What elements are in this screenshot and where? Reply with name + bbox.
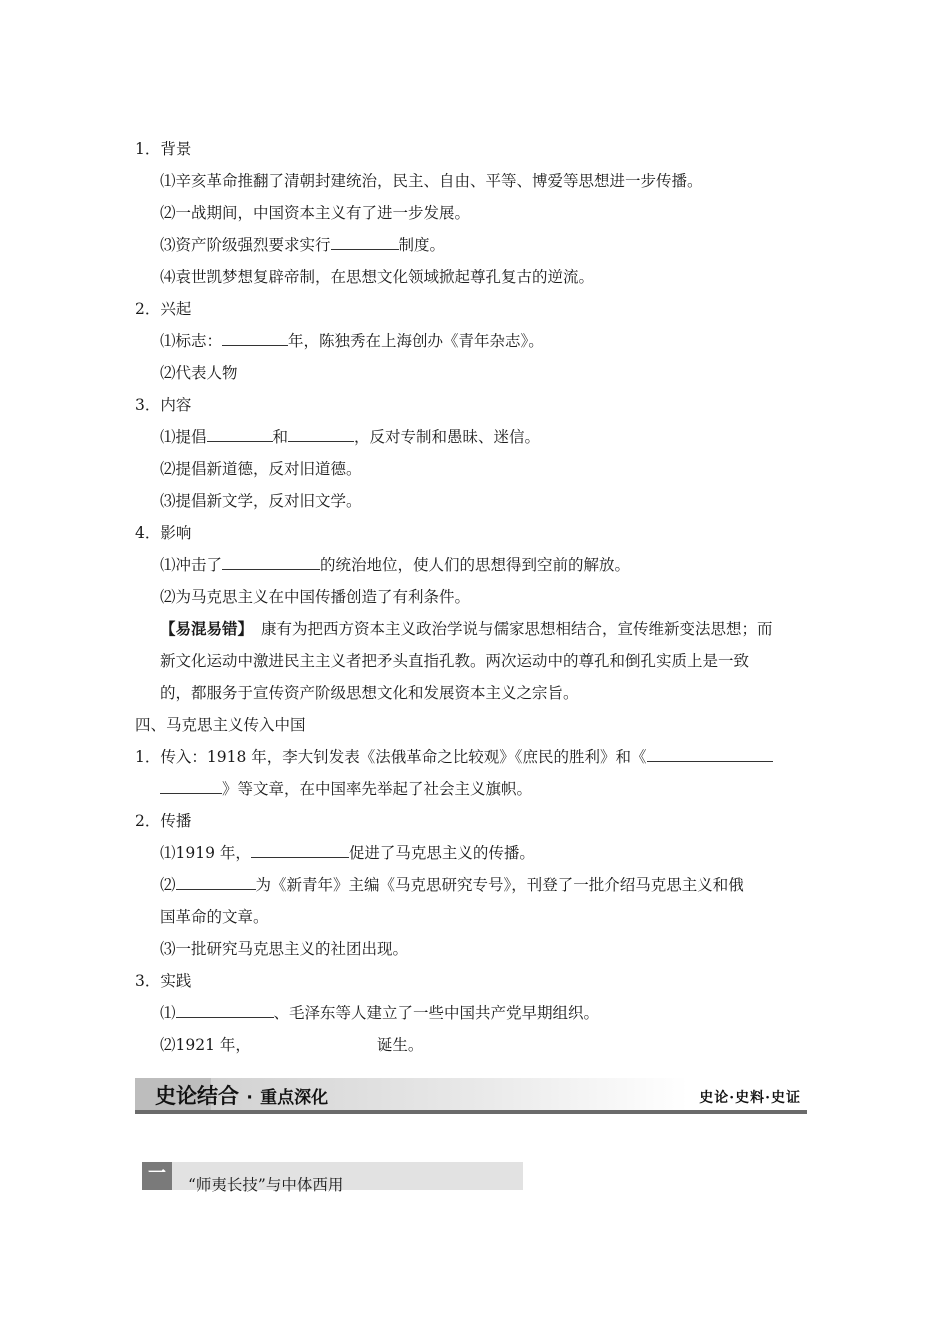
subheading-title: “师夷长技”与中体西用 <box>188 1176 344 1194</box>
fill-blank <box>331 235 399 250</box>
content-item-3: ⑶提倡新文学，反对旧文学。 <box>160 492 362 510</box>
content-item-1-text: ⑴提倡 <box>160 428 207 446</box>
note-line-3: 的，都服务于宣传资产阶级思想文化和发展资本主义之宗旨。 <box>160 684 579 702</box>
practice-item-1-tail: 、毛泽东等人建立了一些中国共产党早期组织。 <box>273 1004 600 1022</box>
content-item-1-mid: 和 <box>272 428 289 446</box>
heading-background: 1．背景 <box>135 140 192 158</box>
heading-impact: 4．影响 <box>135 524 192 542</box>
impact-item-1-text: ⑴冲击了 <box>160 556 223 574</box>
background-item-2: ⑵一战期间，中国资本主义有了进一步发展。 <box>160 204 471 222</box>
banner-subtitle: 重点深化 <box>260 1088 329 1108</box>
impact-item-1-tail: 的统治地位，使人们的思想得到空前的解放。 <box>320 556 631 574</box>
heading-section-4: 四、马克思主义传入中国 <box>135 716 306 734</box>
subheading-bar <box>142 1162 523 1194</box>
section-banner <box>135 1078 807 1118</box>
rise-item-1-text: ⑴标志： <box>160 332 223 350</box>
background-item-1: ⑴辛亥革命推翻了清朝封建统治，民主、自由、平等、博爱等思想进一步传播。 <box>160 172 703 190</box>
content-item-1 <box>160 426 540 448</box>
banner-tagline: 史论·史料·史证 <box>699 1090 801 1106</box>
rise-item-2: ⑵代表人物 <box>160 364 238 382</box>
banner-separator: · <box>246 1088 253 1108</box>
heading-practice: 3．实践 <box>135 972 192 990</box>
spread-item-3: ⑶一批研究马克思主义的社团出现。 <box>160 940 409 958</box>
spread-item-2 <box>160 874 744 896</box>
fill-blank <box>160 779 222 794</box>
background-item-4: ⑷袁世凯梦想复辟帝制，在思想文化领域掀起尊孔复古的逆流。 <box>160 268 595 286</box>
practice-item-1 <box>160 1002 599 1024</box>
note-line-1 <box>160 618 773 640</box>
intro-line-2 <box>160 778 532 800</box>
background-item-3 <box>160 234 445 256</box>
rise-item-1 <box>160 330 544 352</box>
banner-title-main: 史论结合 <box>155 1084 239 1108</box>
heading-content: 3．内容 <box>135 396 192 414</box>
fill-blank <box>647 747 773 762</box>
note-line-2: 新文化运动中激进民主主义者把矛头直指孔教。两次运动中的尊孔和倒孔实质上是一致 <box>160 652 750 670</box>
content-item-2: ⑵提倡新道德，反对旧道德。 <box>160 460 362 478</box>
content-item-1-tail: ，反对专制和愚昧、迷信。 <box>354 428 541 446</box>
heading-spread: 2．传播 <box>135 812 192 830</box>
note-text-1: 康有为把西方资本主义政治学说与儒家思想相结合，宣传维新变法思想；而 <box>261 620 773 638</box>
background-item-3-text: ⑶资产阶级强烈要求实行 <box>160 236 331 254</box>
background-item-3-tail: 制度。 <box>398 236 446 254</box>
fill-blank <box>222 331 288 346</box>
intro-tail: 》等文章，在中国率先举起了社会主义旗帜。 <box>222 780 533 798</box>
practice-item-2 <box>160 1034 423 1056</box>
impact-item-1 <box>160 554 630 576</box>
spread-item-2-text: ⑵ <box>160 876 176 894</box>
heading-rise: 2．兴起 <box>135 300 192 318</box>
practice-item-1-text: ⑴ <box>160 1004 176 1022</box>
spread-item-1 <box>160 842 535 864</box>
fill-blank <box>222 555 320 570</box>
practice-item-2-text: ⑵1921 年， <box>160 1036 251 1054</box>
spread-item-1-text: ⑴1919 年， <box>160 844 251 862</box>
spread-item-2-tail: 为《新青年》主编《马克思研究专号》，刊登了一批介绍马克思主义和俄 <box>255 876 744 894</box>
subheading-number: 一 <box>142 1162 172 1190</box>
banner-title <box>155 1082 328 1112</box>
fill-blank <box>288 427 354 442</box>
impact-item-2: ⑵为马克思主义在中国传播创造了有利条件。 <box>160 588 471 606</box>
rise-item-1-tail: 年，陈独秀在上海创办《青年杂志》。 <box>288 332 544 350</box>
spread-item-2-cont: 国革命的文章。 <box>160 908 269 926</box>
spread-item-1-tail: 促进了马克思主义的传播。 <box>348 844 535 862</box>
fill-blank <box>176 875 256 890</box>
practice-item-2-tail: 诞生。 <box>376 1036 424 1054</box>
fill-blank <box>251 843 349 858</box>
intro-text: 1．传入：1918 年，李大钊发表《法俄革命之比较观》《庶民的胜利》和《 <box>135 748 647 766</box>
intro-line-1 <box>135 746 773 768</box>
note-label: 【易混易错】 <box>160 619 254 638</box>
fill-blank <box>207 427 273 442</box>
fill-blank <box>176 1003 274 1018</box>
